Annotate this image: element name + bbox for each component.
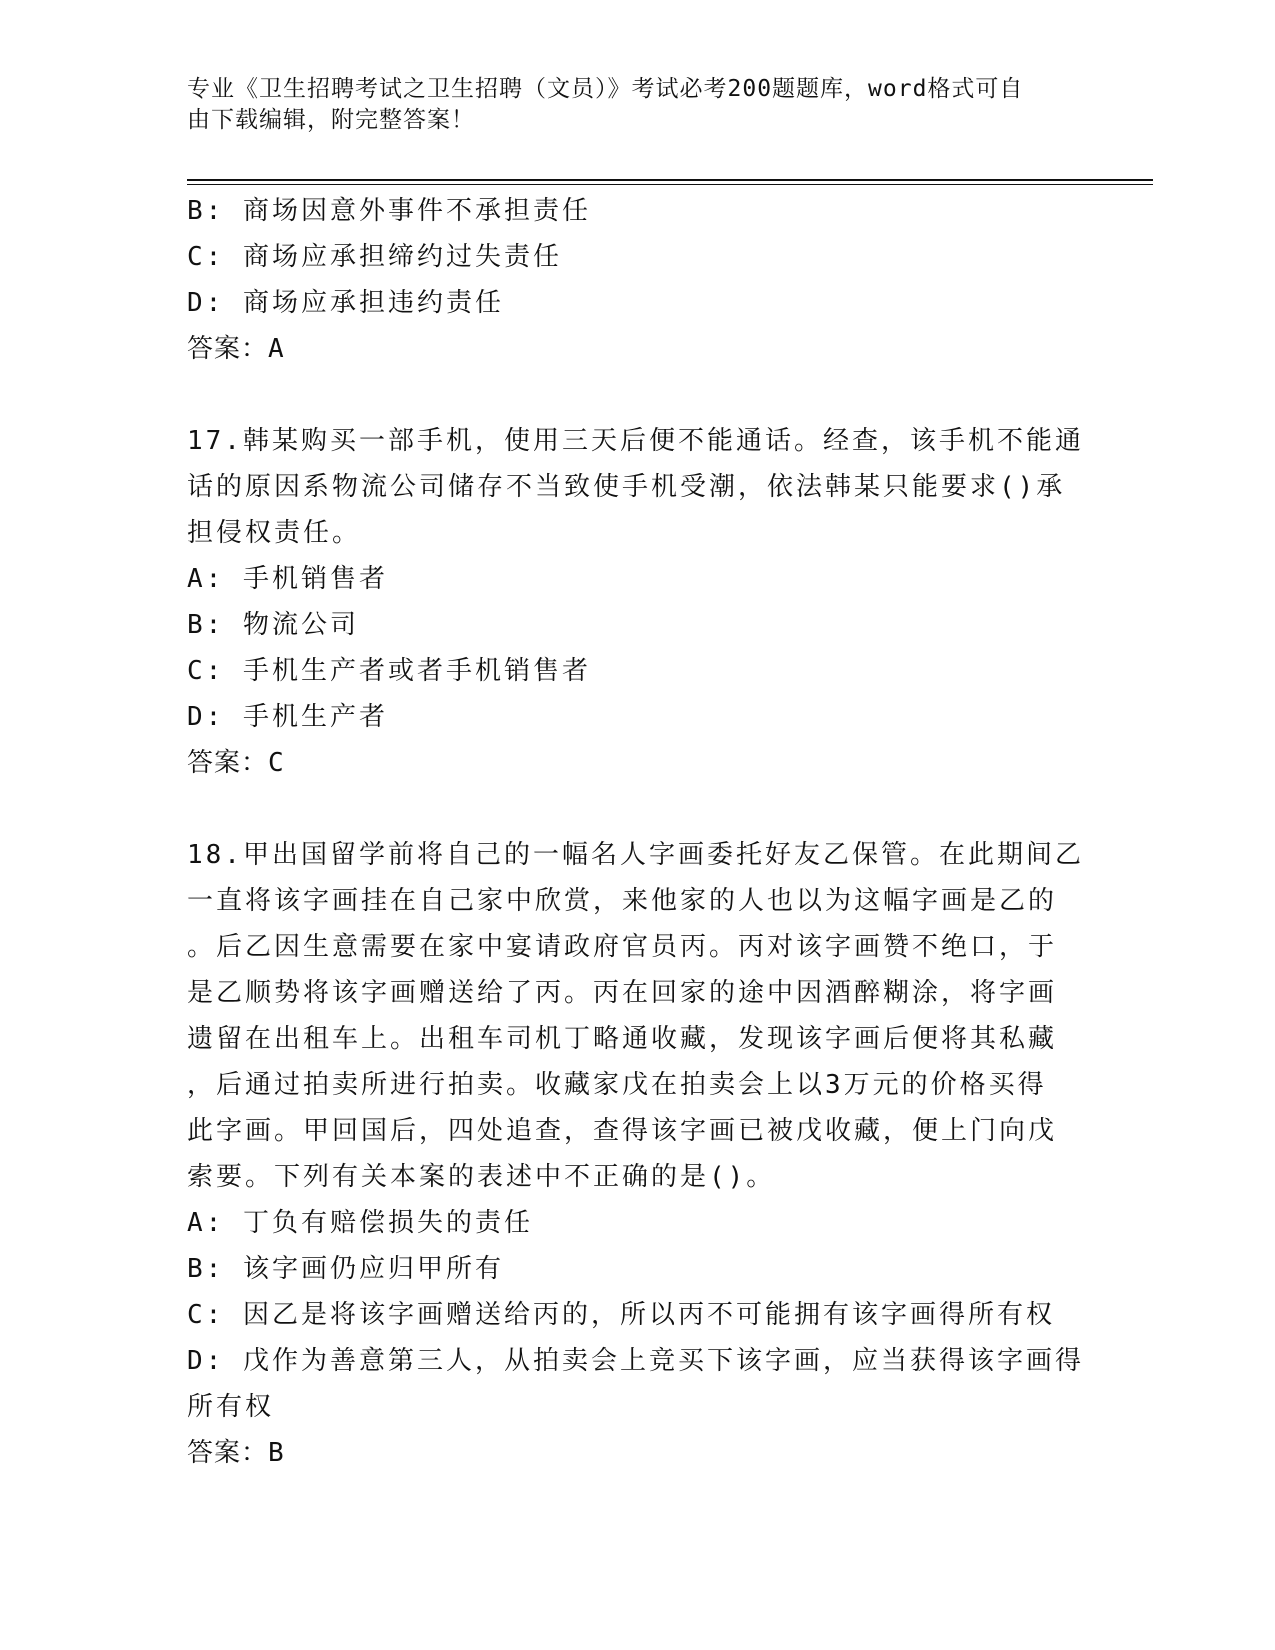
question-stem-line: 索要。下列有关本案的表述中不正确的是()。 bbox=[187, 1162, 776, 1192]
spacer bbox=[187, 372, 1087, 418]
answer-value: C bbox=[268, 748, 285, 778]
question-stem-line: 遗留在出租车上。出租车司机丁略通收藏，发现该字画后便将其私藏 bbox=[187, 1024, 1058, 1054]
header-line-2: 由下载编辑，附完整答案！ bbox=[187, 107, 475, 133]
question-18 bbox=[187, 832, 1087, 1476]
option-c: C: 因乙是将该字画赠送给丙的，所以丙不可能拥有该字画得所有权 bbox=[187, 1300, 1055, 1330]
question-stem-line: ，后通过拍卖所进行拍卖。收藏家戊在拍卖会上以3万元的价格买得 bbox=[187, 1070, 1047, 1100]
answer-label: 答案： bbox=[187, 334, 269, 364]
option-b: B: 商场因意外事件不承担责任 bbox=[187, 196, 591, 226]
question-stem-line: 一直将该字画挂在自己家中欣赏，来他家的人也以为这幅字画是乙的 bbox=[187, 886, 1058, 916]
question-stem-line: 17.韩某购买一部手机，使用三天后便不能通话。经查，该手机不能通 bbox=[187, 426, 1084, 456]
option-d: D: 手机生产者 bbox=[187, 702, 388, 732]
option-a: A: 手机销售者 bbox=[187, 564, 388, 594]
question-stem-line: 担侵权责任。 bbox=[187, 518, 362, 548]
option-c: C: 手机生产者或者手机销售者 bbox=[187, 656, 591, 686]
option-b: B: 物流公司 bbox=[187, 610, 359, 640]
spacer bbox=[187, 786, 1087, 832]
answer-line bbox=[187, 326, 1087, 372]
question-stem-line: 话的原因系物流公司储存不当致使手机受潮，依法韩某只能要求()承 bbox=[187, 472, 1066, 502]
header-divider-thin bbox=[187, 184, 1153, 185]
option-a: A: 丁负有赔偿损失的责任 bbox=[187, 1208, 533, 1238]
question-stem-line: 。后乙因生意需要在家中宴请政府官员丙。丙对该字画赞不绝口，于 bbox=[187, 932, 1058, 962]
answer-line bbox=[187, 740, 1087, 786]
document-body bbox=[187, 188, 1087, 1476]
question-16-tail bbox=[187, 188, 1087, 372]
answer-line bbox=[187, 1430, 1087, 1476]
answer-label: 答案： bbox=[187, 1438, 269, 1468]
answer-label: 答案： bbox=[187, 748, 269, 778]
document-header bbox=[187, 74, 1067, 136]
option-b: B: 该字画仍应归甲所有 bbox=[187, 1254, 504, 1284]
question-stem-line: 此字画。甲回国后，四处追查，查得该字画已被戊收藏，便上门向戊 bbox=[187, 1116, 1058, 1146]
answer-value: A bbox=[268, 334, 285, 364]
answer-value: B bbox=[268, 1438, 285, 1468]
question-stem-line: 是乙顺势将该字画赠送给了丙。丙在回家的途中因酒醉糊涂，将字画 bbox=[187, 978, 1058, 1008]
option-d-line-2: 所有权 bbox=[187, 1392, 275, 1422]
question-17 bbox=[187, 418, 1087, 786]
option-d-line-1: D: 戊作为善意第三人，从拍卖会上竞买下该字画，应当获得该字画得 bbox=[187, 1346, 1084, 1376]
header-line-1: 专业《卫生招聘考试之卫生招聘（文员）》考试必考200题题库，word格式可自 bbox=[187, 76, 1024, 102]
option-c: C: 商场应承担缔约过失责任 bbox=[187, 242, 562, 272]
option-d: D: 商场应承担违约责任 bbox=[187, 288, 504, 318]
question-stem-line: 18.甲出国留学前将自己的一幅名人字画委托好友乙保管。在此期间乙 bbox=[187, 840, 1084, 870]
header-divider-thick bbox=[187, 179, 1153, 181]
